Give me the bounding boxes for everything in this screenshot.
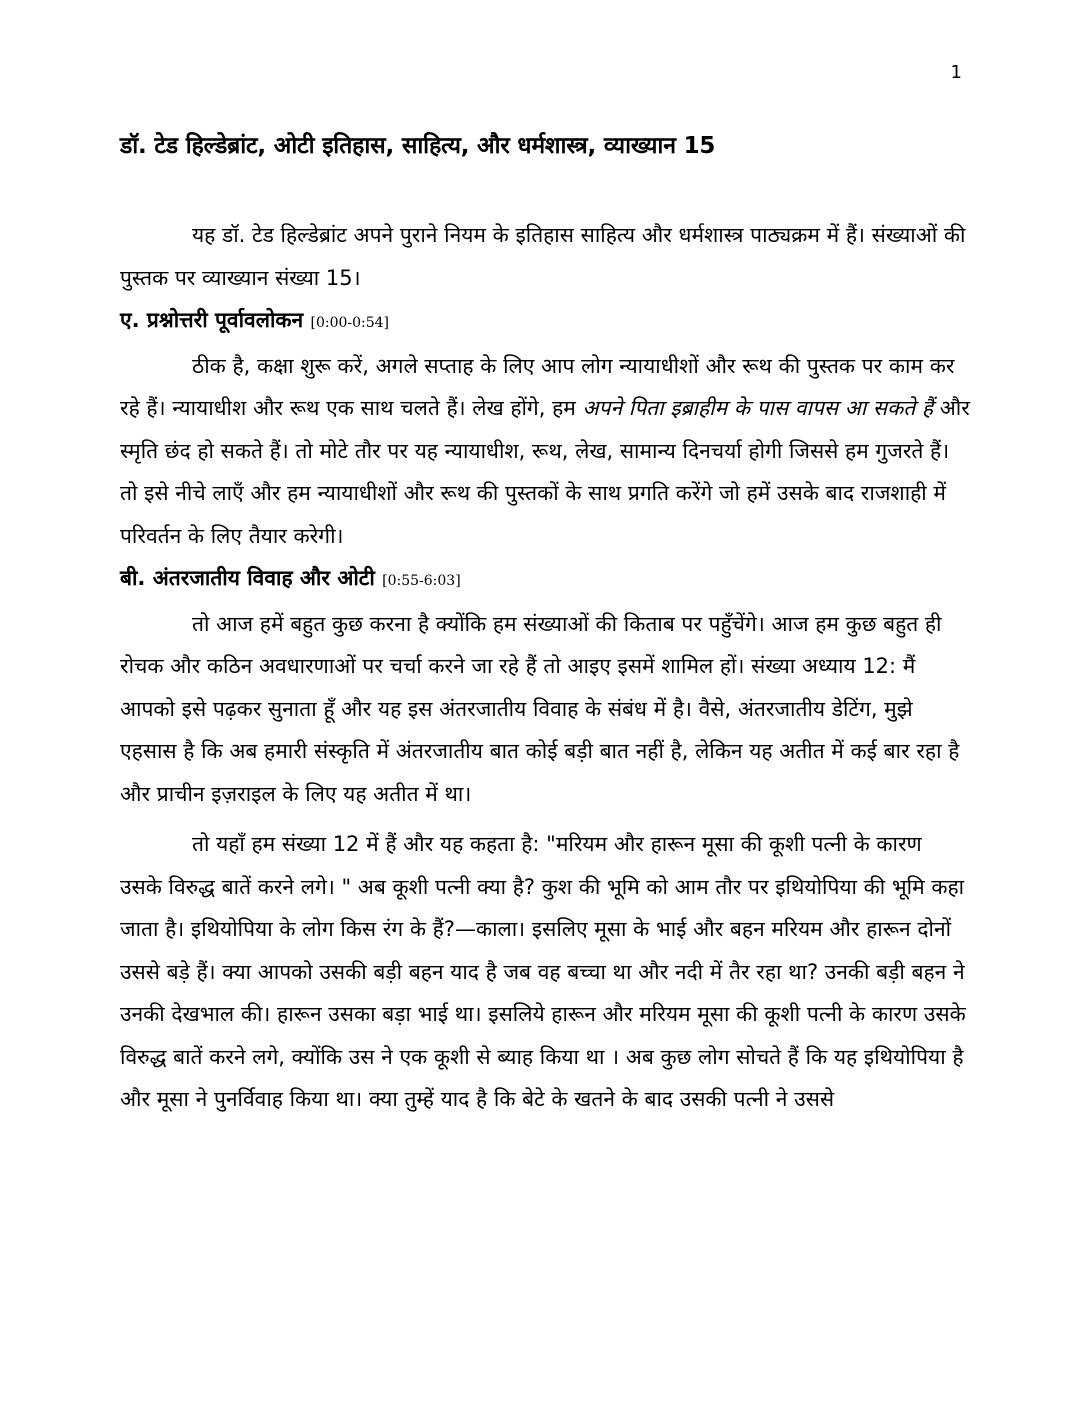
document-body — [120, 214, 970, 1121]
intro-paragraph: यह डॉ. टेड हिल्डेब्रांट अपने पुराने नियम के इतिहास साहित्य और धर्मशास्त्र पाठ्यक्रम में हैं। संख्याओं की पुस्तक पर व्याख्यान संख्या 15। — [120, 223, 966, 290]
section-b-timestamp: [0:55-6:03] — [382, 573, 461, 589]
section-a-heading — [120, 299, 970, 345]
section-a-text-2: और स्मृति छंद हो सकते हैं। तो मोटे तौर पर यह न्यायाधीश, रूथ, लेख, सामान्य दिनचर्या होगी जिससे हम गुजरते हैं। तो इसे नीचे लाएँ और हम न्यायाधीशों और रूथ की पुस्तकों के साथ प्रगति करेंगे जो हमें उसके बाद राजशाही में परिवर्तन के लिए तैयार करेगी। — [120, 396, 970, 548]
section-b-title: बी. अंतरजातीय विवाह और ओटी — [120, 566, 375, 590]
section-b-paragraph-2: तो यहाँ हम संख्या 12 में हैं और यह कहता है: "मरियम और हारून मूसा की कूशी पत्नी के कारण उसके विरुद्ध बातें करने लगे। " अब कूशी पत्नी क्या है? कुश की भूमि को आम तौर पर इथियोपिया की भूमि कहा जाता है। इथियोपिया के लोग किस रंग के हैं?—काला। इसलिए मूसा के भाई और बहन मरियम और हारून दोनों उससे बड़े हैं। क्या आपको उसकी बड़ी बहन याद है जब वह बच्चा था और नदी में तैर रहा था? उनकी बड़ी बहन ने उनकी देखभाल की। हारून उसका बड़ा भाई था। इसलिये हारून और मरियम मूसा की कूशी पत्नी के कारण उसके विरुद्ध बातें करने लगे, क्योंकि उस ने एक कूशी से ब्याह किया था । अब कुछ लोग सोचते हैं कि यह इथियोपिया है और मूसा ने पुनर्विवाह किया था। क्या तुम्हें याद है कि बेटे के खतने के बाद उसकी पत्नी ने उससे — [120, 832, 966, 1111]
lecture-title: डॉ. टेड हिल्डेब्रांट, ओटी इतिहास, साहित्य, और धर्मशास्त्र, व्याख्यान 15 — [120, 133, 716, 159]
section-a-title: ए. प्रश्नोत्तरी पूर्वावलोकन — [120, 308, 304, 332]
section-b-heading — [120, 557, 970, 603]
section-b-paragraph-1: तो आज हमें बहुत कुछ करना है क्योंकि हम संख्याओं की किताब पर पहुँचेंगे। आज हम कुछ बहुत ही रोचक और कठिन अवधारणाओं पर चर्चा करने जा रहे हैं तो आइए इसमें शामिल हों। संख्या अध्याय 12: मैं आपको इसे पढ़कर सुनाता हूँ और यह इस अंतरजातीय विवाह के संबंध में है। वैसे, अंतरजातीय डेटिंग, मुझे एहसास है कि अब हमारी संस्कृति में अंतरजातीय बात कोई बड़ी बात नहीं है, लेकिन यह अतीत में कई बार रहा है और प्राचीन इज़राइल के लिए यह अतीत में था। — [120, 611, 960, 806]
page-number: 1 — [950, 62, 962, 83]
section-a-text-1: ठीक है, कक्षा शुरू करें, अगले सप्ताह के लिए आप लोग न्यायाधीशों और रूथ की पुस्तक पर काम कर रहे हैं। न्यायाधीश और रूथ एक साथ चलते हैं। लेख होंगे, हम — [120, 353, 955, 420]
section-a-italic-text: अपने पिता इब्राहीम के पास वापस आ सकते हैं — [582, 396, 934, 420]
section-a-paragraph — [120, 345, 970, 558]
section-a-timestamp: [0:00-0:54] — [310, 315, 390, 331]
